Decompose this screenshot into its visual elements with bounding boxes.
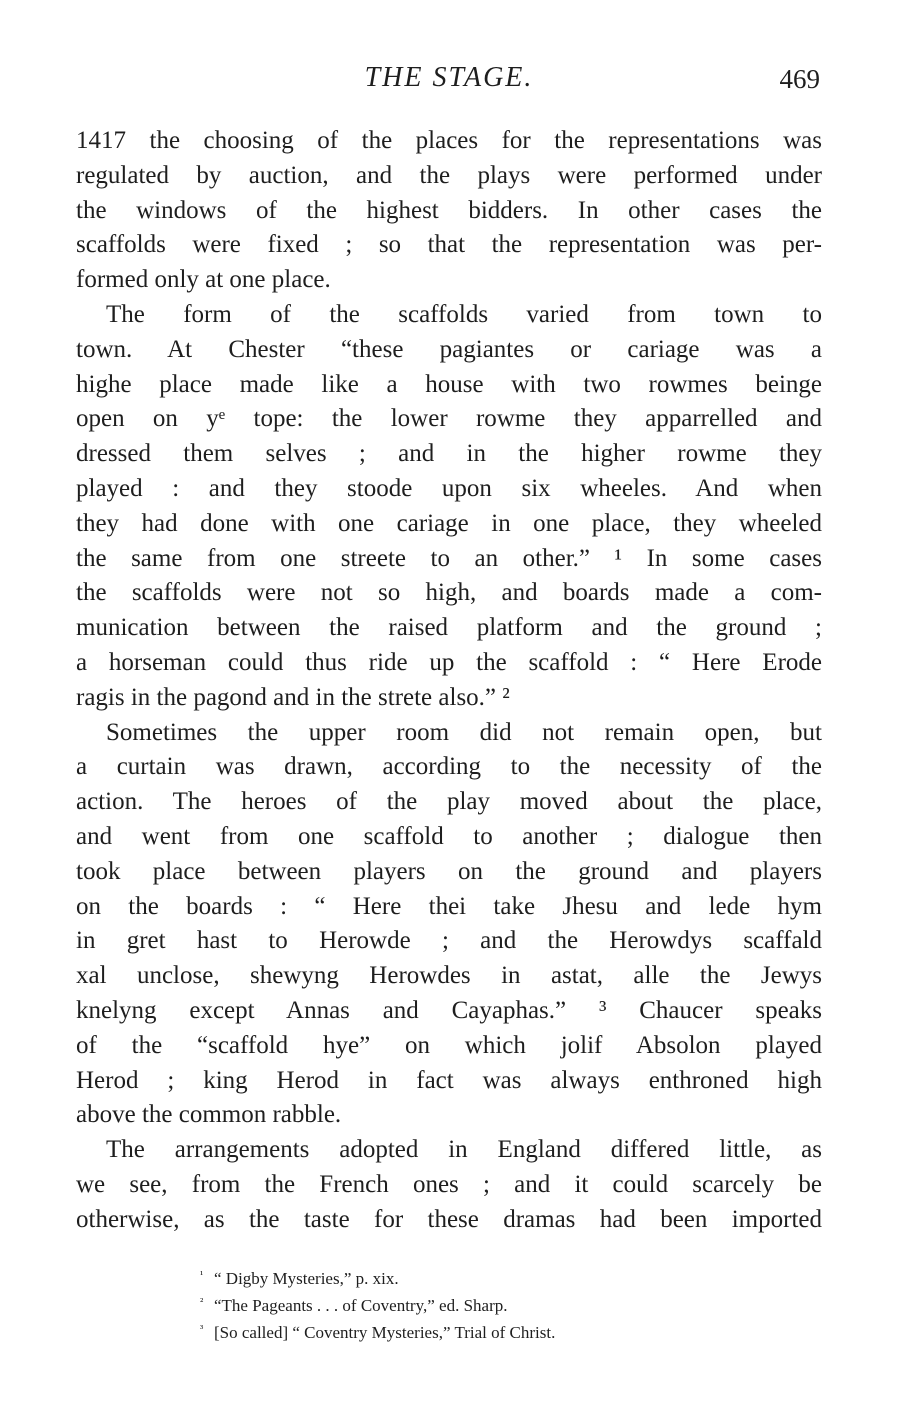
body-text [76,124,822,1238]
paragraph [76,124,822,298]
text-line: action. The heroes of the play moved about the place, [76,788,822,816]
text-line: on the boards : “ Here thei take Jhesu and lede hym [76,892,822,920]
text-line: ragis in the pagond and in the strete also.” ² [76,683,510,711]
footnote [200,1316,760,1343]
text-line: highe place made like a house with two rowmes beinge [76,370,822,398]
text-line: formed only at one place. [76,266,331,294]
text-line: they had done with one cariage in one place, they wheeled [76,509,822,537]
footnote-text: [So called] “ Coventry Mysteries,” Trial of Christ. [214,1323,556,1342]
text-line: regulated by auction, and the plays were performed under [76,161,822,189]
text-line: 1417 the choosing of the places for the representations was [76,127,822,154]
text-line: the windows of the highest bidders. In other cases the [76,196,822,224]
footnote-text: “The Pageants . . . of Coventry,” ed. Sharp. [214,1296,508,1315]
text-line: the same from one streete to an other.” ¹ In some cases [76,544,822,572]
text-line: Herod ; king Herod in fact was always enthroned high [76,1066,822,1094]
footnotes [200,1262,760,1343]
running-title: THE STAGE. [364,62,534,93]
paragraph [76,298,822,716]
text-line: and went from one scaffold to another ; dialogue then [76,822,822,850]
text-line: above the common rabble. [76,1101,342,1129]
text-line: we see, from the French ones ; and it could scarcely be [76,1170,822,1198]
paragraph [76,1133,822,1237]
footnote-mark: ¹ [200,1269,204,1281]
footnote-mark: ² [200,1296,204,1308]
text-line: The form of the scaffolds varied from town to [106,300,822,328]
page-header [76,62,822,102]
text-line: otherwise, as the taste for these dramas had been imported [76,1205,822,1233]
footnote [200,1289,760,1316]
paragraph [76,716,822,1134]
text-line: in gret hast to Herowde ; and the Herowdys scaffald [76,927,822,955]
page-number: 469 [779,64,820,94]
text-line: xal unclose, shewyng Herowdes in astat, alle the Jewys [76,962,822,990]
footnote-mark: ³ [200,1323,204,1335]
text-line: The arrangements adopted in England differed little, as [106,1136,822,1164]
text-line: of the “scaffold hye” on which jolif Absolon played [76,1031,822,1059]
text-line: Sometimes the upper room did not remain open, but [106,718,822,746]
text-line: dressed them selves ; and in the higher rowme they [76,440,822,468]
text-line: a horseman could thus ride up the scaffold : “ Here Erode [76,648,822,676]
footnote [200,1262,760,1289]
text-line: knelyng except Annas and Cayaphas.” ³ Chaucer speaks [76,996,822,1024]
text-line: open on yᵉ tope: the lower rowme they apparrelled and [76,405,822,433]
footnote-text: “ Digby Mysteries,” p. xix. [214,1269,399,1288]
text-line: a curtain was drawn, according to the necessity of the [76,753,822,781]
text-line: the scaffolds were not so high, and boards made a com- [76,579,822,607]
text-line: played : and they stoode upon six wheeles. And when [76,474,822,502]
text-line: town. At Chester “these pagiantes or cariage was a [76,335,822,363]
text-line: scaffolds were fixed ; so that the representation was per- [76,231,822,259]
text-line: munication between the raised platform and the ground ; [76,614,822,642]
text-line: took place between players on the ground and players [76,857,822,885]
